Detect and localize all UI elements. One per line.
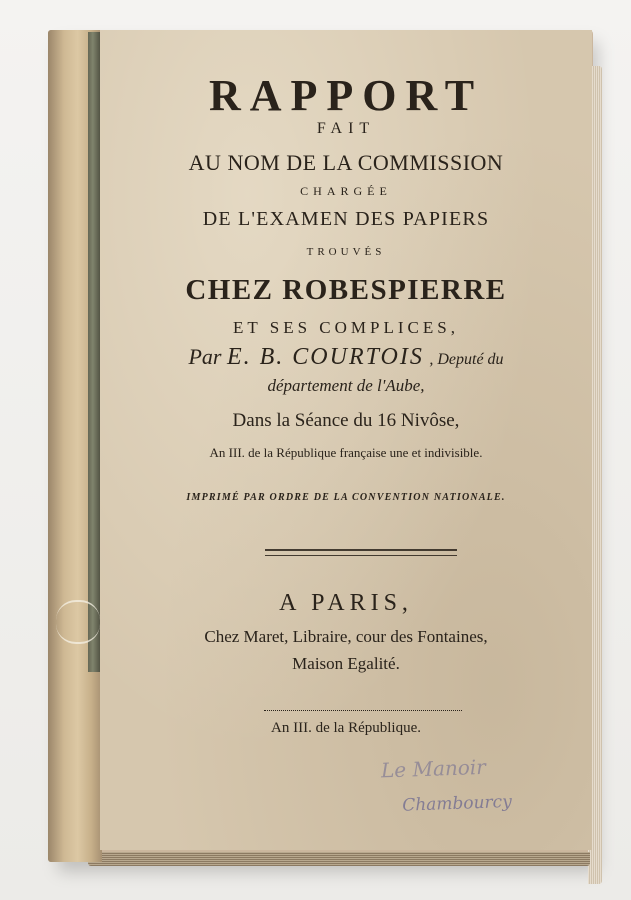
cover-title: RAPPORT: [208, 71, 484, 120]
cover-place: A PARIS,: [279, 590, 413, 616]
spine-cord: [56, 600, 100, 644]
book: [48, 30, 593, 862]
cover-line-fait: FAIT: [316, 120, 376, 137]
cover-line-robespierre: CHEZ ROBESPIERRE: [185, 274, 507, 306]
stamp-line-2: Chambourcy: [401, 791, 513, 816]
cover-line-author: [100, 344, 592, 371]
cover-line-departement: département de l'Aube,: [267, 376, 425, 395]
cover-line-complices: ET SES COMPLICES,: [233, 318, 459, 337]
cover-address: Maison Egalité.: [292, 654, 400, 673]
bottom-page-edges: [88, 852, 590, 866]
spine-binding-strip: [88, 32, 100, 672]
cover-publisher: Chez Maret, Libraire, cour des Fontaines,: [204, 627, 488, 646]
cover-date: An III. de la République.: [271, 720, 421, 736]
cover-line-imprime: IMPRIMÉ PAR ORDRE DE LA CONVENTION NATIONALE.: [186, 492, 506, 503]
author-name: E. B. COURTOIS: [226, 344, 424, 370]
stamp-line-1: Le Manoir: [380, 754, 487, 783]
cover-line-chargee: CHARGÉE: [300, 184, 392, 198]
cover-line-commission: AU NOM DE LA COMMISSION: [188, 150, 504, 175]
ornamental-rule: [265, 549, 457, 556]
ownership-stamp: [374, 749, 527, 844]
author-prefix: Par: [188, 344, 222, 369]
cover-line-examen: DE L'EXAMEN DES PAPIERS: [202, 208, 490, 230]
dotted-rule: [264, 710, 462, 711]
book-spine: [48, 30, 102, 862]
cover-line-an-iii: An III. de la République française une et indivisible.: [209, 445, 483, 460]
cover-line-seance: Dans la Séance du 16 Nivôse,: [232, 410, 460, 431]
cover-line-trouves: TROUVÉS: [306, 246, 386, 258]
author-title: , Deputé du: [429, 351, 504, 368]
